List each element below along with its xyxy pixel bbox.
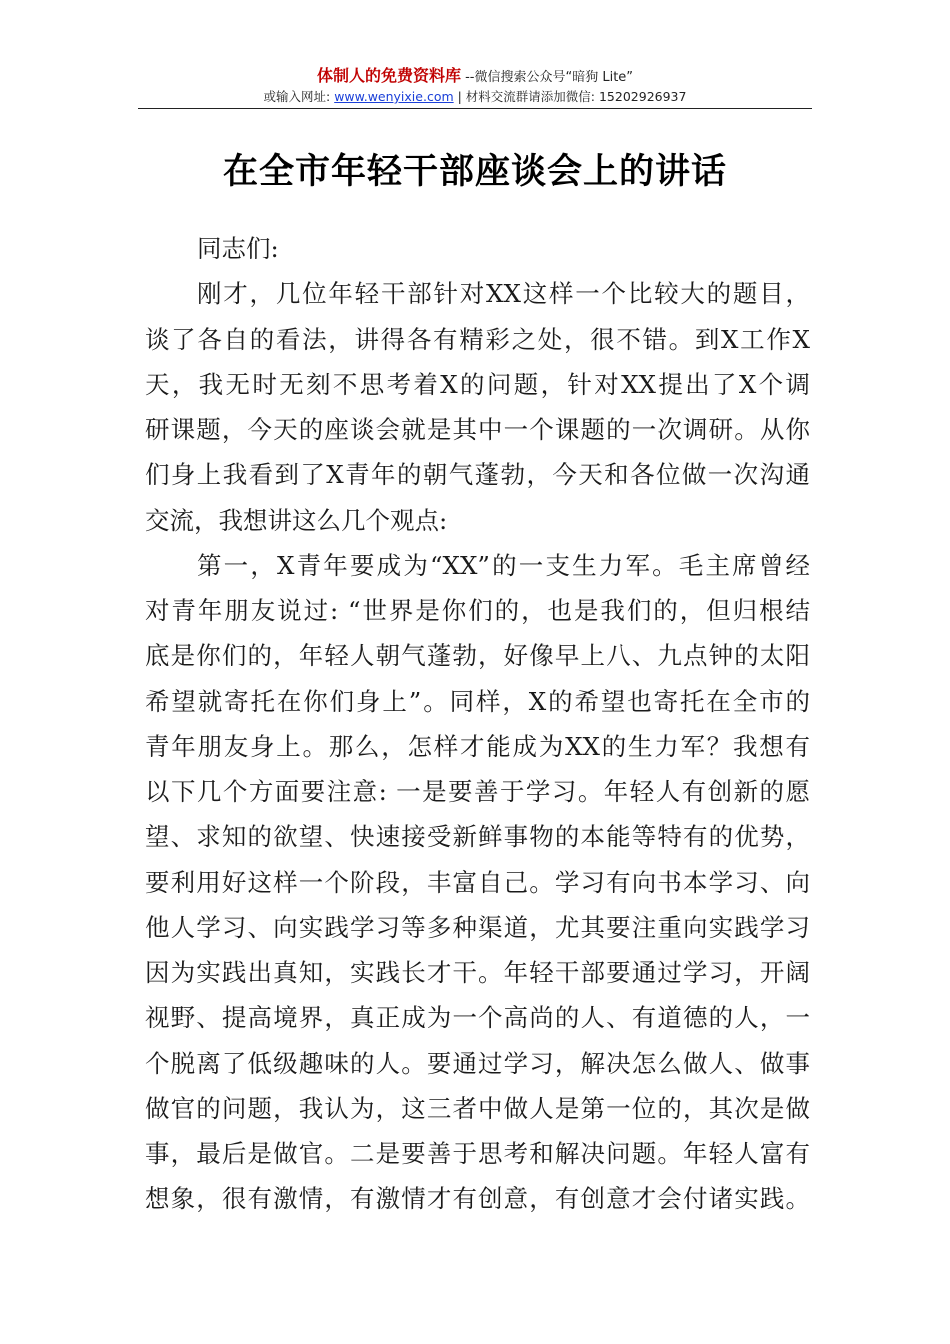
body-line: 事，最后是做官。二是要善于思考和解决问题。年轻人富有 [145,1139,810,1168]
body-line: 因为实践出真知，实践长才干。年轻干部要通过学习，开阔 [145,958,810,987]
body-line: 刚才，几位年轻干部针对XX这样一个比较大的题目， [197,279,810,309]
header-banner [138,66,812,88]
body-line: 交流，我想讲这么几个观点: [145,505,448,535]
brand-name: 体制人的免费资料库 [316,66,461,85]
body-line: 研课题，今天的座谈会就是其中一个课题的一次调研。从你 [145,415,810,444]
body-line: 他人学习、向实践学习等多种渠道，尤其要注重向实践学习 [145,912,810,942]
body-line: 同志们: [197,234,279,263]
body-line: 天，我无时无刻不思考着X的问题，针对XX提出了X个调 [145,369,810,399]
body-line: 望、求知的欲望、快速接受新鲜事物的本能等特有的优势， [145,822,810,852]
body-line: 希望就寄托在你们身上”。同样，X的希望也寄托在全市的 [145,686,810,716]
body-line: 们身上我看到了X青年的朝气蓬勃，今天和各位做一次沟通 [145,460,810,490]
site-prefix: 或输入网址: [263,89,335,104]
body-line: 谈了各自的看法，讲得各有精彩之处，很不错。到X工作X [145,324,810,354]
header-slogan: --微信搜索公众号“暗狗 Lite” [460,70,634,85]
header-divider [138,108,812,109]
body-line: 做官的问题，我认为，这三者中做人是第一位的，其次是做 [145,1093,810,1123]
document-body [145,226,810,1222]
body-line: 对青年朋友说过: “世界是你们的，也是我们的，但归根结 [145,596,810,625]
header-contact-line [138,88,812,106]
site-link[interactable]: www.wenyixie.com [334,89,454,104]
body-line: 个脱离了低级趣味的人。要通过学习，解决怎么做人、做事 [145,1048,810,1078]
contact-info: | 材料交流群请添加微信: 15202926937 [453,89,687,104]
body-line: 以下几个方面要注意: 一是要善于学习。年轻人有创新的愿 [145,777,810,806]
body-line: 想象，很有激情，有激情才有创意，有创意才会付诸实践。 [145,1184,810,1214]
body-line: 第一，X青年要成为“XX”的一支生力军。毛主席曾经 [197,550,810,580]
document-title: 在全市年轻干部座谈会上的讲话 [222,151,727,192]
body-line: 底是你们的，年轻人朝气蓬勃，好像早上八、九点钟的太阳 [145,641,810,671]
body-line: 要利用好这样一个阶段，丰富自己。学习有向书本学习、向 [145,867,810,897]
body-line: 青年朋友身上。那么，怎样才能成为XX的生力军？我想有 [145,731,810,761]
body-line: 视野、提高境界，真正成为一个高尚的人、有道德的人，一 [145,1003,810,1033]
page-header [138,66,812,106]
